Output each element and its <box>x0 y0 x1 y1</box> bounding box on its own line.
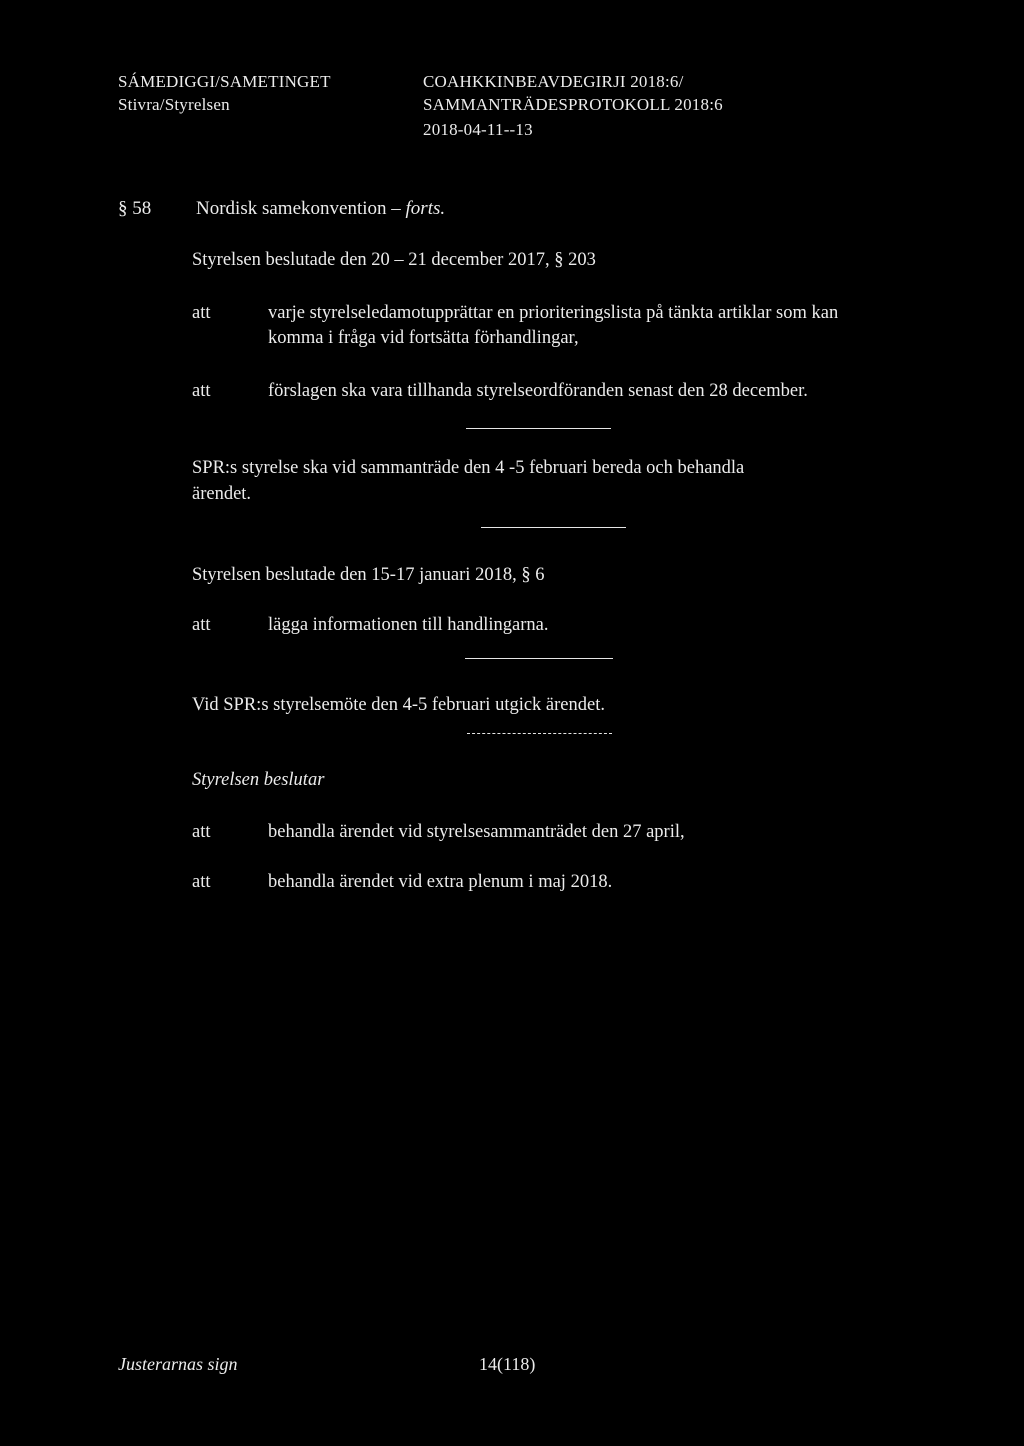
section-title-text: Nordisk samekonvention – <box>196 198 401 219</box>
resolution-item1-text: behandla ärendet vid styrelsesammanträdet den 27 april, <box>268 822 685 842</box>
header-protocol-swedish: SAMMANTRÄDESPROTOKOLL 2018:6 <box>423 95 723 114</box>
separator-rule-2 <box>481 527 626 528</box>
header-date: 2018-04-11--13 <box>423 120 533 139</box>
decision2-item-att: att <box>192 615 211 635</box>
footer-page-number: 14(118) <box>479 1354 536 1374</box>
resolution-heading: Styrelsen beslutar <box>192 770 325 790</box>
decision1-item1-att: att <box>192 303 211 323</box>
header-unit: Stivra/Styrelsen <box>118 95 230 114</box>
decision1-item1-line1: varje styrelseledamotupprättar en prioriteringslista på tänkta artiklar som kan <box>268 303 839 323</box>
decision1-item2-att: att <box>192 381 211 401</box>
separator-rule-dashed <box>467 733 612 734</box>
decision2-intro: Styrelsen beslutade den 15-17 januari 2018, § 6 <box>192 565 545 585</box>
header-protocol-sami: COAHKKINBEAVDEGIRJI 2018:6/ <box>423 72 684 91</box>
spr-note-line2: ärendet. <box>192 484 252 504</box>
decision1-item2-text: förslagen ska vara tillhanda styrelseordföranden senast den 28 december. <box>268 381 808 401</box>
spr-meeting-note: Vid SPR:s styrelsemöte den 4-5 februari utgick ärendet. <box>192 695 605 715</box>
resolution-item2-text: behandla ärendet vid extra plenum i maj 2018. <box>268 872 613 892</box>
decision1-item1-line2: komma i fråga vid fortsätta förhandlingar, <box>268 328 579 348</box>
header-org: SÁMEDIGGI/SAMETINGET <box>118 72 331 91</box>
section-title <box>196 198 445 220</box>
section-number: § 58 <box>118 198 152 219</box>
spr-note-line1: SPR:s styrelse ska vid sammanträde den 4 -5 februari bereda och behandla <box>192 458 745 478</box>
footer-sign-label: Justerarnas sign <box>118 1354 238 1374</box>
section-title-suffix: forts. <box>405 198 446 219</box>
resolution-item1-att: att <box>192 822 211 842</box>
decision1-intro: Styrelsen beslutade den 20 – 21 december 2017, § 203 <box>192 250 596 270</box>
decision2-item-text: lägga informationen till handlingarna. <box>268 615 549 635</box>
separator-rule-1 <box>466 428 611 429</box>
resolution-item2-att: att <box>192 872 211 892</box>
separator-rule-3 <box>465 658 613 659</box>
